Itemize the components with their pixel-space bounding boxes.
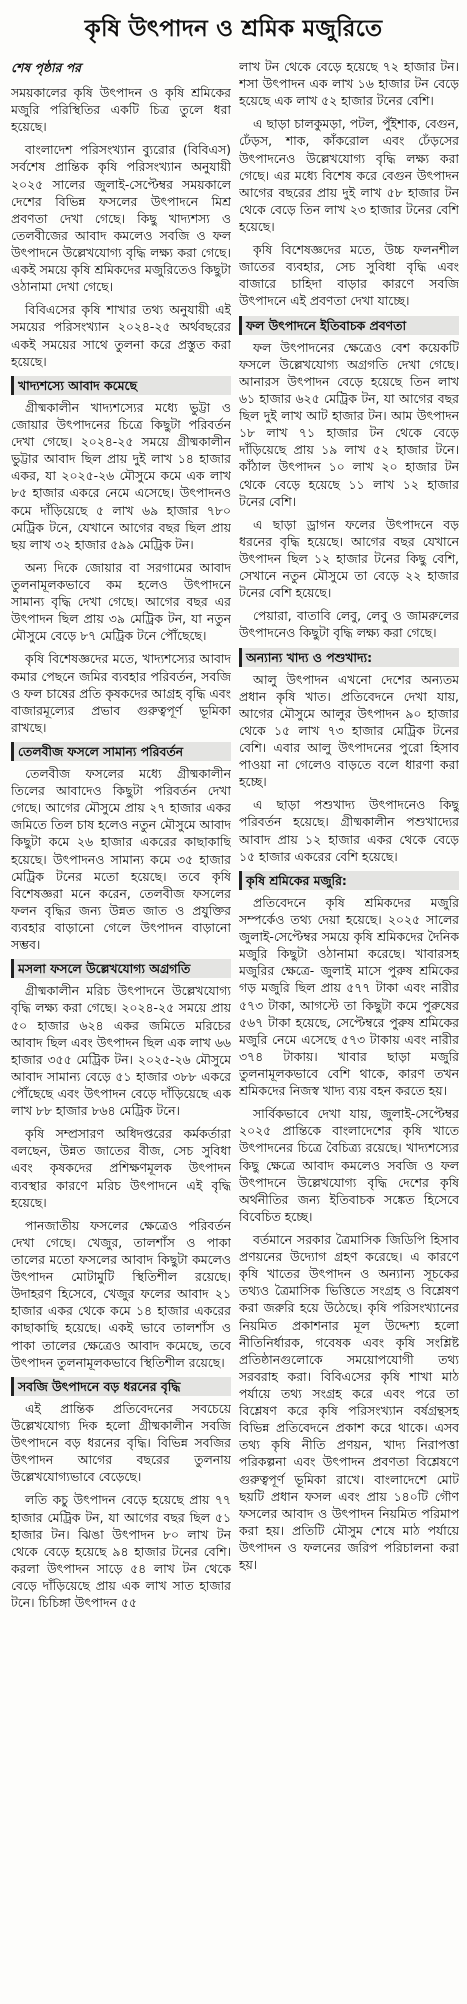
section-heading: মসলা ফসলে উল্লেখযোগ্য অগ্রগতি xyxy=(11,959,231,978)
section-heading: অন্যান্য খাদ্য ও পশুখাদ্য: xyxy=(239,648,459,667)
section-heading: কৃষি শ্রমিকের মজুরি: xyxy=(239,871,459,890)
paragraph: এ ছাড়া চালকুমড়া, পটল, পুঁইশাক, বেগুন, ঢেঁড়স, শাক, কাঁকরোল এবং ঢেঁড়সের উৎপাদনেও উল্লেখযোগ্য বৃদ্ধি লক্ষ্য করা গেছে। এর মধ্যে বিশেষ করে বেগুন উৎপাদন আগের বছরের প্রায় দুই লাখ ৫৮ হাজার টন থেকে বেড়ে তিন লাখ ২৩ হাজার টনের বেশি হয়েছে। xyxy=(239,116,459,234)
paragraph: বাংলাদেশ পরিসংখ্যান ব্যুরোর (বিবিএস) সর্বশেষ প্রান্তিক কৃষি পরিসংখ্যান অনুযায়ী ২০২৫ সালের জুলাই-সেপ্টেম্বর সময়কালে দেশের বিভিন্ন ফসলের উৎপাদনে মিশ্র প্রবণতা দেখা গেছে। কিছু খাদ্যশস্য ও তেলবীজের আবাদ কমলেও সবজি ও ফল উৎপাদনে উল্লেখযোগ্য বৃদ্ধি লক্ষ্য করা গেছে। একই সময়ে কৃষি শ্রমিকদের মজুরিতেও কিছুটা ওঠানামা দেখা গেছে। xyxy=(11,142,231,295)
paragraph: তেলবীজ ফসলের মধ্যে গ্রীষ্মকালীন তিলের আবাদেও কিছুটা পরিবর্তন দেখা গেছে। আগের মৌসুমে প্রায় ২৭ হাজার একর জমিতে তিল চাষ হলেও নতুন মৌসুমে আবাদ কিছুটা কমে ২৬ হাজার একরের কাছাকাছি হয়েছে। উৎপাদনও সামান্য কমে ৩৫ হাজার মেট্রিক টনের মতো হয়েছে। তবে কৃষি বিশেষজ্ঞরা মনে করেন, তেলবীজ ফসলের ফলন বৃদ্ধির জন্য উন্নত জাত ও প্রযুক্তির ব্যবহার বাড়ানো গেলে উৎপাদন বাড়ানো সম্ভব। xyxy=(11,766,231,953)
paragraph: অন্য দিকে জোয়ার বা সরগামের আবাদ তুলনামূলকভাবে কম হলেও উৎপাদনে সামান্য বৃদ্ধি দেখা গেছে। আগের বছর এর উৎপাদন ছিল প্রায় ৩৯ মেট্রিক টন, যা নতুন মৌসুমে বেড়ে ৮৭ মেট্রিক টনে পৌঁছেছে। xyxy=(11,559,231,644)
article-headline: কৃষি উৎপাদন ও শ্রমিক মজুরিতে xyxy=(84,14,383,42)
paragraph: এ ছাড়া পশুখাদ্য উৎপাদনেও কিছু পরিবর্তন হয়েছে। গ্রীষ্মকালীন পশুখাদ্যের আবাদ প্রায় ১২ হাজার একর থেকে বেড়ে ১৫ হাজার একরের বেশি হয়েছে। xyxy=(239,797,459,864)
paragraph: পেয়ারা, বাতাবি লেবু, লেবু ও জামরুলের উৎপাদনেও কিছুটা বৃদ্ধি লক্ষ্য করা গেছে। xyxy=(239,608,459,641)
paragraph: বিবিএসের কৃষি শাখার তথ্য অনুযায়ী এই সময়ের পরিসংখ্যান ২০২৪-২৫ অর্থবছরের একই সময়ের সাথে তুলনা করে প্রস্তুত করা হয়েছে। xyxy=(11,302,231,369)
paragraph: কৃষি সম্প্রসারণ অধিদপ্তরের কর্মকর্তারা বলছেন, উন্নত জাতের বীজ, সেচ সুবিধা এবং কৃষকদের প্রশিক্ষণমূলক উৎপাদন ব্যবস্থার কারণে মরিচ উৎপাদনে এই বৃদ্ধি হয়েছে। xyxy=(11,1126,231,1210)
paragraph: এই প্রান্তিক প্রতিবেদনের সবচেয়ে উল্লেখযোগ্য দিক হলো গ্রীষ্মকালীন সবজি উৎপাদনে বড় ধরনের বৃদ্ধি। বিভিন্ন সবজির উৎপাদন আগের বছরের তুলনায় উল্লেখযোগ্যভাবে বেড়েছে। xyxy=(11,1400,231,1485)
section-heading: সবজি উৎপাদনে বড় ধরনের বৃদ্ধি xyxy=(11,1377,231,1396)
section-heading: খাদ্যশস্যে আবাদ কমেছে xyxy=(11,376,231,395)
paragraph: বর্তমানে সরকার ত্রৈমাসিক জিডিপি হিসাব প্রণয়নের উদ্যোগ গ্রহণ করেছে। এ কারণে কৃষি খাতের উৎপাদন ও অন্যান্য সূচকের তথ্যও ত্রৈমাসিক ভিত্তিতে সংগ্রহ ও বিশ্লেষণ করা জরুরি হয়ে উঠেছে। কৃষি পরিসংখ্যানের নিয়মিত প্রকাশনার মূল উদ্দেশ্য হলো নীতিনির্ধারক, গবেষক এবং কৃষি সংশ্লিষ্ট প্রতিষ্ঠানগুলোকে সময়োপযোগী তথ্য সরবরাহ করা। বিবিএসের কৃষি শাখা মাঠ পর্যায়ে তথ্য সংগ্রহ করে এবং পরে তা বিশ্লেষণ করে কৃষি পরিসংখ্যান বর্ষগ্রন্থসহ বিভিন্ন প্রতিবেদনে প্রকাশ করে থাকে। এসব তথ্য কৃষি নীতি প্রণয়ন, খাদ্য নিরাপত্তা পরিকল্পনা এবং উৎপাদন প্রবণতা বিশ্লেষণে গুরুত্বপূর্ণ ভূমিকা রাখে। বাংলাদেশে মোট ছয়টি প্রধান ফসল এবং প্রায় ১৪০টি গৌণ ফসলের আবাদ ও উৎপাদন নিয়মিত পরিমাপ করা হয়। প্রতিটি মৌসুম শেষে মাঠ পর্যায়ে উৎপাদন ও ফলনের জরিপ পরিচালনা করা হয়। xyxy=(239,1232,459,1573)
paragraph: লতি কচু উৎপাদন বেড়ে হয়েছে প্রায় ৭৭ হাজার মেট্রিক টন, যা আগের বছর ছিল ৫১ হাজার টন। ঝিঙা উৎপাদন ৮০ লাখ টন থেকে বেড়ে হয়েছে ৯৪ হাজার টনের বেশি। করলা উৎপাদন সাড়ে ৫৪ লাখ টন থেকে বেড়ে দাঁড়িয়েছে প্রায় এক লাখ সাত হাজার টনে। চিচিঙ্গা উৎপাদন ৫৫ xyxy=(11,1492,231,1611)
paragraph: ফল উৎপাদনের ক্ষেত্রেও বেশ কয়েকটি ফসলে উল্লেখযোগ্য অগ্রগতি দেখা গেছে। আনারস উৎপাদন বেড়ে হয়েছে তিন লাখ ৬১ হাজার ৬২৫ মেট্রিক টন, যা আগের বছর ছিল দুই লাখ আট হাজার টন। আম উৎপাদন ১৮ লাখ ৭১ হাজার টন থেকে বেড়ে দাঁড়িয়েছে প্রায় ১৯ লাখ ৫২ হাজার টনে। কাঁঠাল উৎপাদন ১০ লাখ ২০ হাজার টন থেকে বেড়ে হয়েছে ১১ লাখ ১২ হাজার টনের বেশি। xyxy=(239,339,459,509)
paragraph: প্রতিবেদনে কৃষি শ্রমিকদের মজুরি সম্পর্কেও তথ্য দেয়া হয়েছে। ২০২৫ সালের জুলাই-সেপ্টেম্বর সময়ে কৃষি শ্রমিকদের দৈনিক মজুরি কিছুটা ওঠানামা করেছে। খাবারসহ মজুরির ক্ষেত্রে- জুলাই মাসে পুরুষ শ্রমিকের গড় মজুরি ছিল প্রায় ৫৭৭ টাকা এবং নারীর ৫৭৩ টাকা, আগস্টে তা কিছুটা কমে পুরুষের ৫৬৭ টাকা হয়েছে, সেপ্টেম্বরে পুরুষ শ্রমিকের মজুরি নেমে এসেছে ৫৭৩ টাকায় এবং নারীর ৩৭৪ টাকায়। খাবার ছাড়া মজুরি তুলনামূলকভাবে বেশি থাকে, কারণ তখন শ্রমিকদের নিজস্ব খাদ্য ব্যয় বহন করতে হয়। xyxy=(239,894,459,1099)
paragraph: আলু উৎপাদন এখনো দেশের অন্যতম প্রধান কৃষি খাত। প্রতিবেদনে দেখা যায়, আগের মৌসুমে আলুর উৎপাদন ৯০ হাজার থেকে ১৫ লাখ ৭৩ হাজার মেট্রিক টনের বেশি। এবার আলু উৎপাদনের পুরো হিসাব পাওয়া না গেলেও বাড়তে বলে ধারণা করা হচ্ছে। xyxy=(239,671,459,790)
paragraph: কৃষি বিশেষজ্ঞদের মতে, খাদ্যশস্যের আবাদ কমার পেছনে জমির ব্যবহার পরিবর্তন, সবজি ও ফল চাষের প্রতি কৃষকদের আগ্রহ বৃদ্ধি এবং বাজারমূল্যের প্রভাব গুরুত্বপূর্ণ ভূমিকা রাখছে। xyxy=(11,651,231,735)
paragraph: গ্রীষ্মকালীন মরিচ উৎপাদনে উল্লেখযোগ্য বৃদ্ধি লক্ষ্য করা গেছে। ২০২৪-২৫ সময়ে প্রায় ৫০ হাজার ৬২৪ একর জমিতে মরিচের আবাদ ছিল এবং উৎপাদন ছিল এক লাখ ৬৬ হাজার ৩৫৫ মেট্রিক টন। ২০২৫-২৬ মৌসুমে আবাদ সামান্য বেড়ে ৫১ হাজার ৩৮৮ একরে পৌঁছেছে এবং উৎপাদন বেড়ে দাঁড়িয়েছে এক লাখ ৮৮ হাজার ৮৬৪ মেট্রিক টনে। xyxy=(11,983,231,1119)
section-heading: তেলবীজ ফসলে সামান্য পরিবর্তন xyxy=(11,742,231,761)
right-column xyxy=(239,58,459,2000)
paragraph: পানজাতীয় ফসলের ক্ষেত্রেও পরিবর্তন দেখা গেছে। খেজুর, তালশাঁস ও পাকা তালের মতো ফসলের আবাদ কিছুটা কমলেও উৎপাদন মোটামুটি স্থিতিশীল রয়েছে। উদাহরণ হিসেবে, খেজুর ফলের আবাদ ২১ হাজার একর থেকে কমে ১৪ হাজার একরের কাছাকাছি হয়েছে। একই ভাবে তালশাঁস ও পাকা তালের ক্ষেত্রেও আবাদ কমেছে, তবে উৎপাদন তুলনামূলকভাবে স্থিতিশীল রয়েছে। xyxy=(11,1217,231,1370)
paragraph: এ ছাড়া ড্রাগন ফলের উৎপাদনে বড় ধরনের বৃদ্ধি হয়েছে। আগের বছর যেখানে উৎপাদন ছিল ১২ হাজার টনের কিছু বেশি, সেখানে নতুন মৌসুমে তা বেড়ে ২২ হাজার টনের বেশি হয়েছে। xyxy=(239,516,459,601)
paragraph: সময়কালের কৃষি উৎপাদন ও কৃষি শ্রমিকের মজুরি পরিস্থিতির একটি চিত্র তুলে ধরা হয়েছে। xyxy=(11,85,231,135)
article-body xyxy=(0,58,467,2000)
continued-label: শেষ পৃষ্ঠার পর xyxy=(11,60,81,75)
paragraph: কৃষি বিশেষজ্ঞদের মতে, উচ্চ ফলনশীল জাতের ব্যবহার, সেচ সুবিধা বৃদ্ধি এবং বাজারে চাহিদা বাড়ার কারণে সবজি উৎপাদনে এই প্রবণতা দেখা যাচ্ছে। xyxy=(239,242,459,309)
paragraph: লাখ টন থেকে বেড়ে হয়েছে ৭২ হাজার টন। শসা উৎপাদন এক লাখ ১৬ হাজার টন বেড়ে হয়েছে এক লাখ ৫২ হাজার টনের বেশি। xyxy=(239,59,459,109)
paragraph: গ্রীষ্মকালীন খাদ্যশস্যের মধ্যে ভুট্টা ও জোয়ার উৎপাদনের চিত্রে কিছুটা পরিবর্তন দেখা গেছে। ২০২৪-২৫ সময়ে গ্রীষ্মকালীন ভুট্টার আবাদ ছিল প্রায় দুই লাখ ১৪ হাজার একর, যা ২০২৫-২৬ মৌসুমে কমে এক লাখ ৮৫ হাজার একরে নেমে এসেছে। উৎপাদনও কমে দাঁড়িয়েছে ৫ লাখ ৬৯ হাজার ৭৮০ মেট্রিক টনে, যেখানে আগের বছর ছিল প্রায় ছয় লাখ ৩২ হাজার ৫৯৯ মেট্রিক টন। xyxy=(11,399,231,552)
left-column xyxy=(11,58,231,2000)
section-heading: ফল উৎপাদনে ইতিবাচক প্রবণতা xyxy=(239,316,459,335)
paragraph: সার্বিকভাবে দেখা যায়, জুলাই-সেপ্টেম্বর ২০২৫ প্রান্তিকে বাংলাদেশের কৃষি খাতে উৎপাদনের চিত্রে বৈচিত্র্য রয়েছে। খাদ্যশস্যের কিছু ক্ষেত্রে আবাদ কমলেও সবজি ও ফল উৎপাদনে উল্লেখযোগ্য বৃদ্ধি দেশের কৃষি অর্থনীতির জন্য ইতিবাচক সঙ্কেত হিসেবে বিবেচিত হচ্ছে। xyxy=(239,1106,459,1224)
